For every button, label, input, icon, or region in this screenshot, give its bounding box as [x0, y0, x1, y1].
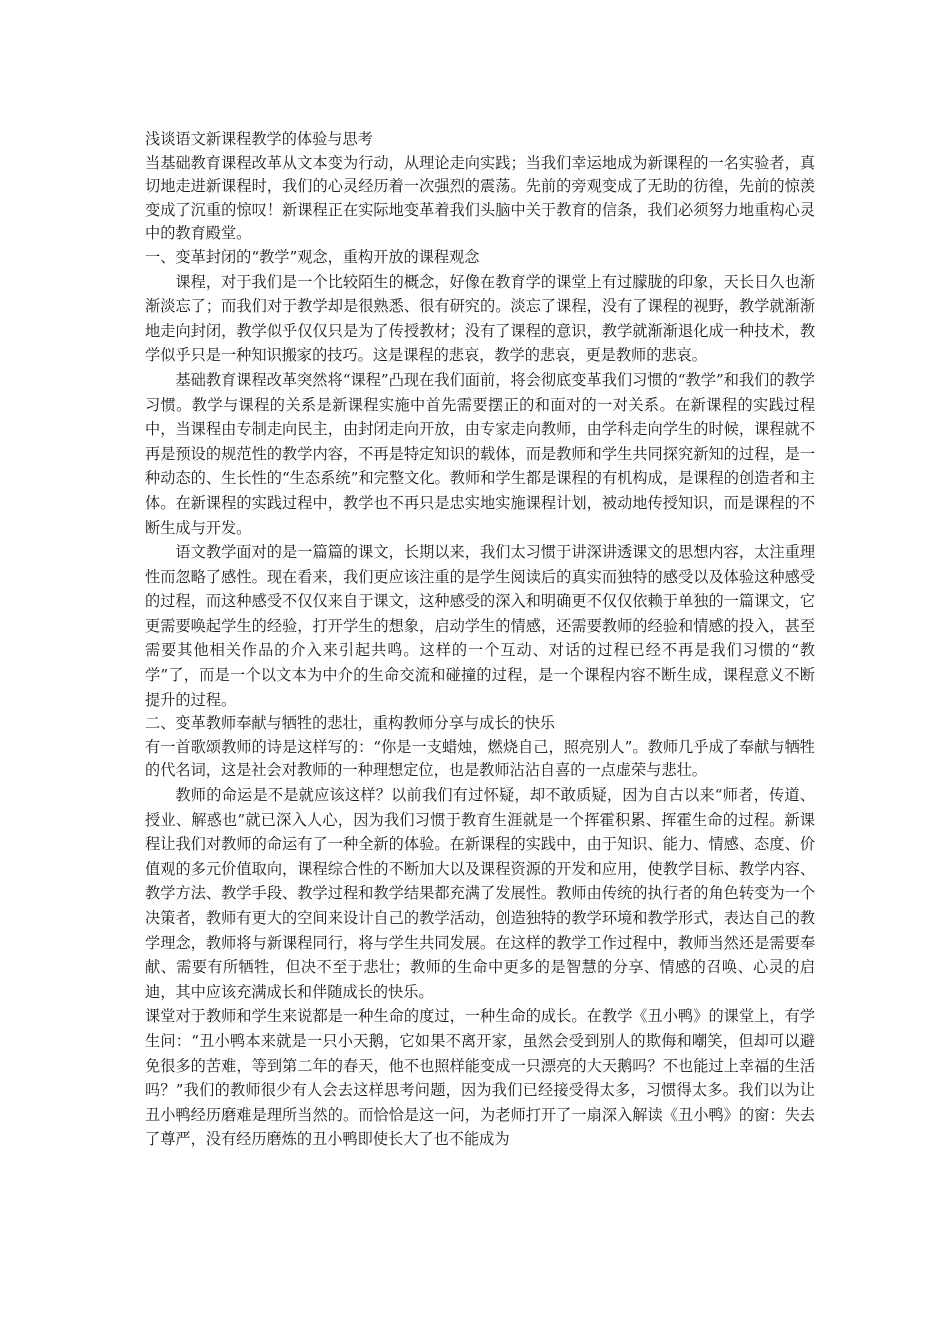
document-body — [145, 128, 815, 1152]
section-2-paragraph-3: 课堂对于教师和学生来说都是一种生命的度过，一种生命的成长。在教学《丑小鸭》的课堂上，有学生问：“丑小鸭本来就是一只小天鹅，它如果不离开家，虽然会受到别人的欺侮和嘲笑，但却可以避免很多的苦难，等到第二年的春天，他不也照样能变成一只漂亮的大天鹅吗？不也能过上幸福的生活吗？”我们的教师很少有人会去这样思考问题，因为我们已经接受得太多，习惯得太多。我们以为让丑小鸭经历磨难是理所当然的。而恰恰是这一问，为老师打开了一扇深入解读《丑小鸭》的窗：失去了尊严，没有经历磨炼的丑小鸭即使长大了也不能成为 — [145, 1007, 815, 1149]
document-title: 浅谈语文新课程教学的体验与思考 — [145, 130, 373, 148]
section-2-paragraph-2: 教师的命运是不是就应该这样？以前我们有过怀疑，却不敢质疑，因为自古以来“师者，传道、授业、解惑也”就已深入人心，因为我们习惯于教育生涯就是一个挥霍积累、挥霍生命的过程。新课程让我们对教师的命运有了一种全新的体验。在新课程的实践中，由于知识、能力、情感、态度、价值观的多元价值取向，课程综合性的不断加大以及课程资源的开发和应用，使教学目标、教学内容、教学方法、教学手段、教学过程和教学结果都充满了发展性。教师由传统的执行者的角色转变为一个决策者，教师有更大的空间来设计自己的教学活动，创造独特的教学环境和教学形式，表达自己的教学理念，教师将与新课程同行，将与学生共同发展。在这样的教学工作过程中，教师当然还是需要奉献、需要有所牺牲，但决不至于悲壮；教师的生命中更多的是智慧的分享、情感的召唤、心灵的启迪，其中应该充满成长和伴随成长的快乐。 — [145, 786, 815, 1001]
section-2-paragraph-1: 有一首歌颂教师的诗是这样写的：“你是一支蜡烛，燃烧自己，照亮别人”。教师几乎成了奉献与牺牲的代名词，这是社会对教师的一种理想定位，也是教师沾沾自喜的一点虚荣与悲壮。 — [145, 737, 815, 780]
section-2-heading: 二、变革教师奉献与牺牲的悲壮，重构教师分享与成长的快乐 — [145, 714, 556, 733]
intro-paragraph: 当基础教育课程改革从文本变为行动，从理论走向实践；当我们幸运地成为新课程的一名实验者，真切地走进新课程时，我们的心灵经历着一次强烈的震荡。先前的旁观变成了无助的彷徨，先前的惊羡变成了沉重的惊叹！新课程正在实际地变革着我们头脑中关于教育的信条，我们必须努力地重构心灵中的教育殿堂。 — [145, 153, 815, 243]
section-1-paragraph-3: 语文教学面对的是一篇篇的课文，长期以来，我们太习惯于讲深讲透课文的思想内容，太注重理性而忽略了感性。现在看来，我们更应该注重的是学生阅读后的真实而独特的感受以及体验这种感受的过程，而这种感受不仅仅来自于课文，这种感受的深入和明确更不仅仅依赖于单独的一篇课文，它更需要唤起学生的经验，打开学生的想象，启动学生的情感，还需要教师的经验和情感的投入，甚至需要其他相关作品的介入来引起共鸣。这样的一个互动、对话的过程已经不再是我们习惯的“教学”了，而是一个以文本为中介的生命交流和碰撞的过程，是一个课程内容不断生成，课程意义不断提升的过程。 — [145, 543, 815, 709]
section-1-heading: 一、变革封闭的“教学”观念，重构开放的课程观念 — [145, 247, 480, 266]
section-1-paragraph-1: 课程，对于我们是一个比较陌生的概念，好像在教育学的课堂上有过朦胧的印象，天长日久也渐渐淡忘了；而我们对于教学却是很熟悉、很有研究的。淡忘了课程，没有了课程的视野，教学就渐渐地走向封闭，教学似乎仅仅只是为了传授教材；没有了课程的意识，教学就渐渐退化成一种技术，教学似乎只是一种知识搬家的技巧。这是课程的悲哀，教学的悲哀，更是教师的悲哀。 — [145, 272, 815, 365]
section-1-paragraph-2: 基础教育课程改革突然将“课程”凸现在我们面前，将会彻底变革我们习惯的“教学”和我们的教学习惯。教学与课程的关系是新课程实施中首先需要摆正的和面对的一对关系。在新课程的实践过程中，当课程由专制走向民主，由封闭走向开放，由专家走向教师，由学科走向学生的时候，课程就不再是预设的规范性的教学内容，不再是特定知识的载体，而是教师和学生共同探究新知的过程，是一种动态的、生长性的“生态系统”和完整文化。教师和学生都是课程的有机构成，是课程的创造者和主体。在新课程的实践过程中，教学也不再只是忠实地实施课程计划，被动地传授知识，而是课程的不断生成与开发。 — [145, 370, 815, 537]
